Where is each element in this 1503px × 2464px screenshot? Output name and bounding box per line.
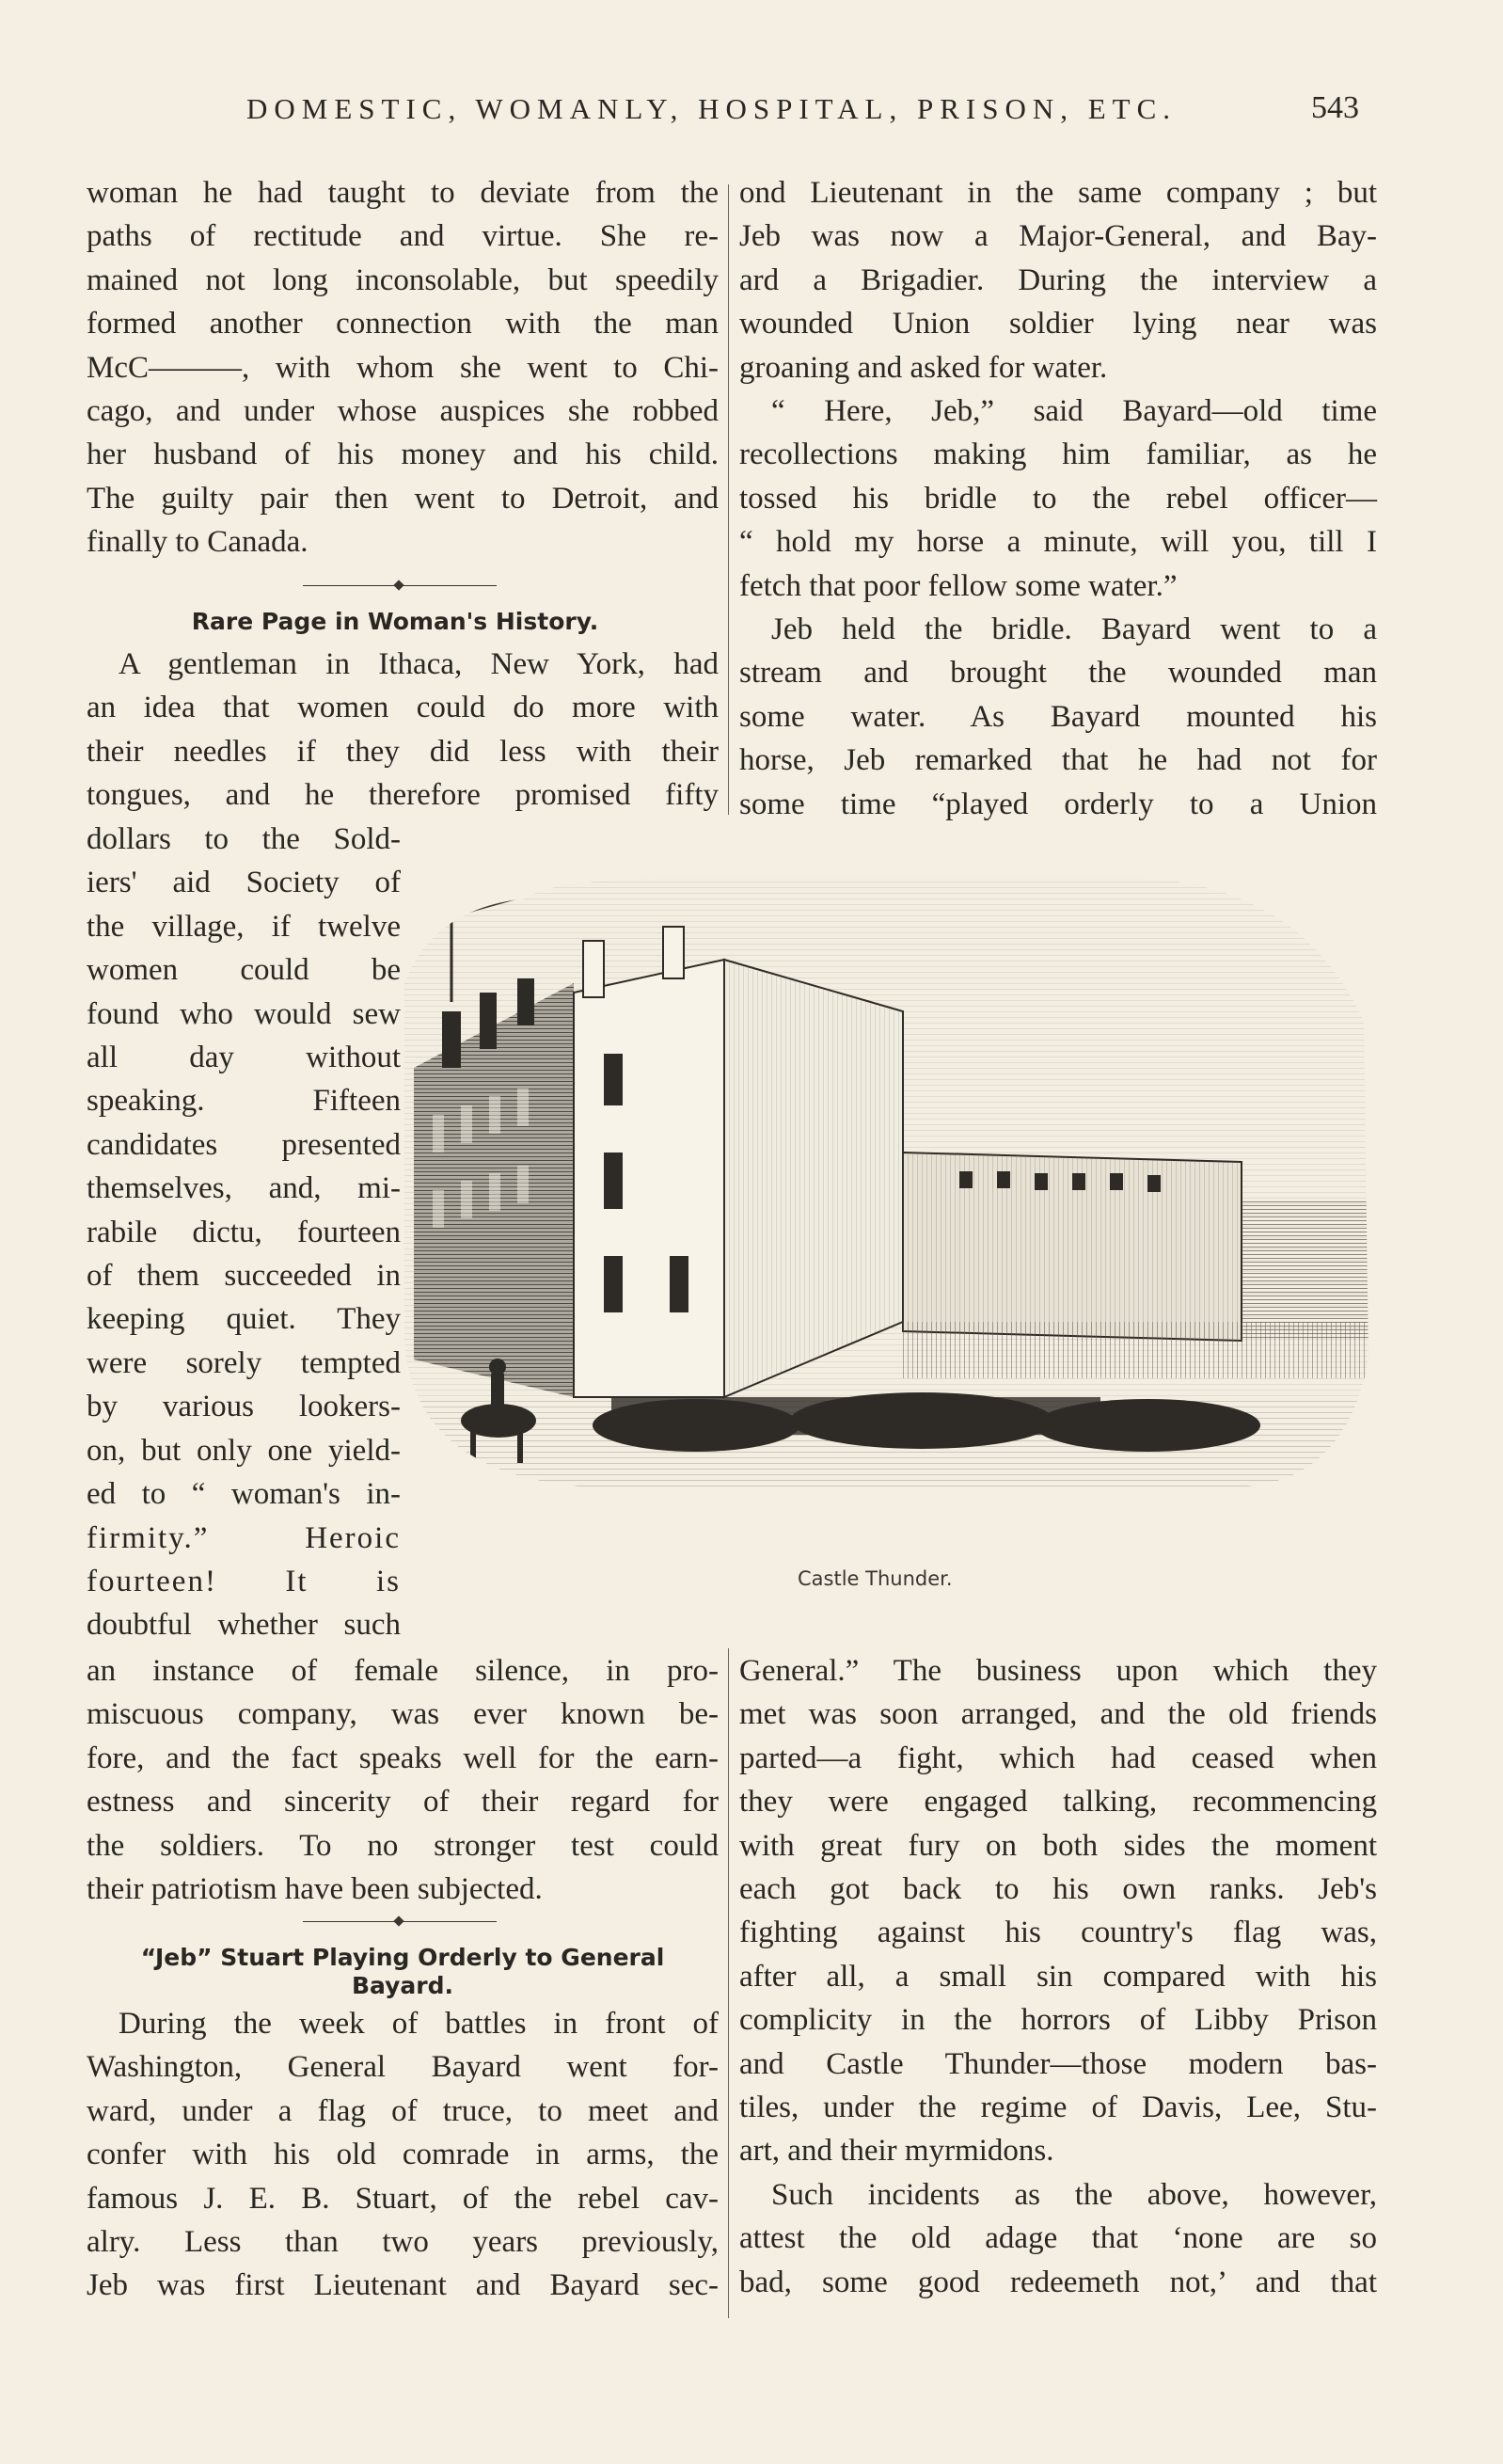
text-line: ond Lieutenant in the same company ; but — [739, 176, 1377, 210]
section1-paragraph — [87, 643, 719, 818]
text-line: Jeb was first Lieutenant and Bayard sec- — [87, 2268, 719, 2303]
text-line: by various lookers- — [87, 1390, 401, 1424]
section-heading-womans-history: Rare Page in Woman's History. — [191, 608, 599, 635]
separator-ornament — [393, 580, 403, 590]
text-line: fetch that poor fellow some water.” — [739, 568, 1178, 603]
text-line: stream and brought the wounded man — [739, 656, 1377, 691]
heading-line: “Jeb” Stuart Playing Orderly to General — [140, 1944, 665, 1971]
section2-paragraph — [87, 2002, 719, 2308]
text-line: their patriotism have been subjected. — [87, 1872, 543, 1907]
text-line: General.” The business upon which they — [739, 1654, 1377, 1688]
illustration-caption: Castle Thunder. — [798, 1567, 953, 1590]
text-line: firmity.” Heroic — [87, 1520, 401, 1555]
text-line: dollars to the Sold- — [87, 822, 401, 856]
text-line: iers' aid Society of — [87, 866, 401, 900]
text-line: Jeb held the bridle. Bayard went to a — [771, 612, 1377, 647]
text-line: woman he had taught to deviate from the — [87, 176, 719, 210]
text-line: after all, a small sin compared with his — [739, 1959, 1377, 1994]
text-line: themselves, and, mi- — [87, 1171, 401, 1206]
section1-continued — [87, 1649, 719, 1911]
text-line: Washington, General Bayard went for- — [87, 2050, 719, 2085]
text-line: keeping quiet. They — [87, 1302, 401, 1337]
section1-narrow-text — [87, 818, 401, 1647]
text-line: cago, and under whose auspices she robbed — [87, 394, 719, 429]
text-line: ed to “ woman's in- — [87, 1477, 401, 1512]
text-line: tiles, under the regime of Davis, Lee, Stu- — [739, 2090, 1377, 2125]
text-line: women could be — [87, 953, 401, 988]
text-line: ard a Brigadier. During the interview a — [739, 262, 1377, 297]
text-line: McC———, with whom she went to Chi- — [87, 350, 719, 385]
text-line: on, but only one yield- — [87, 1433, 401, 1468]
text-line: were sorely tempted — [87, 1345, 401, 1380]
text-line: candidates presented — [87, 1127, 401, 1162]
text-line: A gentleman in Ithaca, New York, had — [119, 647, 719, 681]
page-number: 543 — [1311, 90, 1359, 125]
left-top-paragraph — [87, 171, 719, 564]
text-line: Such incidents as the above, however, — [771, 2177, 1377, 2212]
text-line: found who would sew — [87, 996, 401, 1031]
right-bottom-paragraphs — [739, 1649, 1377, 2304]
text-line: alry. Less than two years previously, — [87, 2225, 719, 2260]
text-line: their needles if they did less with their — [87, 734, 719, 769]
separator-ornament — [393, 1916, 403, 1926]
text-line: ward, under a flag of truce, to meet and — [87, 2093, 719, 2128]
text-line: horse, Jeb remarked that he had not for — [739, 743, 1377, 778]
text-line: each got back to his own ranks. Jeb's — [739, 1872, 1377, 1907]
text-line: complicity in the horrors of Libby Prison — [739, 2003, 1377, 2038]
text-line: doubtful whether such — [87, 1608, 401, 1643]
text-line: famous J. E. B. Stuart, of the rebel cav- — [87, 2181, 719, 2216]
text-line: with great fury on both sides the moment — [739, 1828, 1377, 1863]
text-line: miscuous company, was ever known be- — [87, 1697, 719, 1732]
text-line: bad, some good redeemeth not,’ and that — [739, 2265, 1377, 2299]
text-line: paths of rectitude and virtue. She re- — [87, 219, 719, 254]
text-line: they were engaged talking, recommencing — [739, 1785, 1377, 1820]
text-line: her husband of his money and his child. — [87, 437, 719, 472]
text-line: estness and sincerity of their regard for — [87, 1785, 719, 1820]
text-line: the village, if twelve — [87, 909, 401, 944]
column-rule-bottom — [728, 1648, 729, 2318]
text-line: fighting against his country's flag was, — [739, 1916, 1377, 1950]
text-line: fourteen! It is — [87, 1564, 401, 1598]
text-line: wounded Union soldier lying near was — [739, 307, 1377, 342]
text-line: an idea that women could do more with — [87, 691, 719, 725]
heading-line: Bayard. — [351, 1972, 454, 1999]
text-line: “ Here, Jeb,” said Bayard—old time — [771, 394, 1377, 429]
text-line: rabile dictu, fourteen — [87, 1215, 401, 1249]
text-line: of them succeeded in — [87, 1259, 401, 1294]
text-line: art, and their myrmidons. — [739, 2134, 1054, 2169]
castle-thunder-illustration — [395, 870, 1373, 1548]
text-line: groaning and asked for water. — [739, 350, 1108, 385]
text-line: an instance of female silence, in pro- — [87, 1654, 719, 1688]
text-line: finally to Canada. — [87, 525, 309, 560]
text-line: “ hold my horse a minute, will you, till I — [739, 525, 1377, 560]
text-line: speaking. Fifteen — [87, 1084, 401, 1119]
section-heading-jeb-stuart — [87, 1944, 719, 2000]
text-line: recollections making him familiar, as he — [739, 437, 1377, 472]
text-line: The guilty pair then went to Detroit, and — [87, 481, 719, 516]
text-line: confer with his old comrade in arms, the — [87, 2138, 719, 2172]
text-line: the soldiers. To no stronger test could — [87, 1828, 719, 1863]
running-head: DOMESTIC, WOMANLY, HOSPITAL, PRISON, ETC. — [246, 92, 1178, 125]
text-line: attest the old adage that ‘none are so — [739, 2221, 1377, 2256]
text-line: all day without — [87, 1041, 401, 1075]
text-line: tossed his bridle to the rebel officer— — [739, 481, 1377, 516]
text-line: some water. As Bayard mounted his — [739, 699, 1377, 734]
text-line: mained not long inconsolable, but speedily — [87, 262, 719, 297]
text-line: tongues, and he therefore promised fifty — [87, 778, 719, 813]
text-line: fore, and the fact speaks well for the earn- — [87, 1741, 719, 1775]
text-line: some time “played orderly to a Union — [739, 787, 1377, 821]
column-rule-top — [728, 184, 729, 815]
text-line: met was soon arranged, and the old friends — [739, 1697, 1377, 1732]
text-line: and Castle Thunder—those modern bas- — [739, 2046, 1377, 2081]
text-line: During the week of battles in front of — [119, 2007, 719, 2041]
right-top-paragraphs — [739, 171, 1377, 826]
text-line: parted—a fight, which had ceased when — [739, 1741, 1377, 1775]
text-line: Jeb was now a Major-General, and Bay- — [739, 219, 1377, 254]
text-line: formed another connection with the man — [87, 307, 719, 342]
